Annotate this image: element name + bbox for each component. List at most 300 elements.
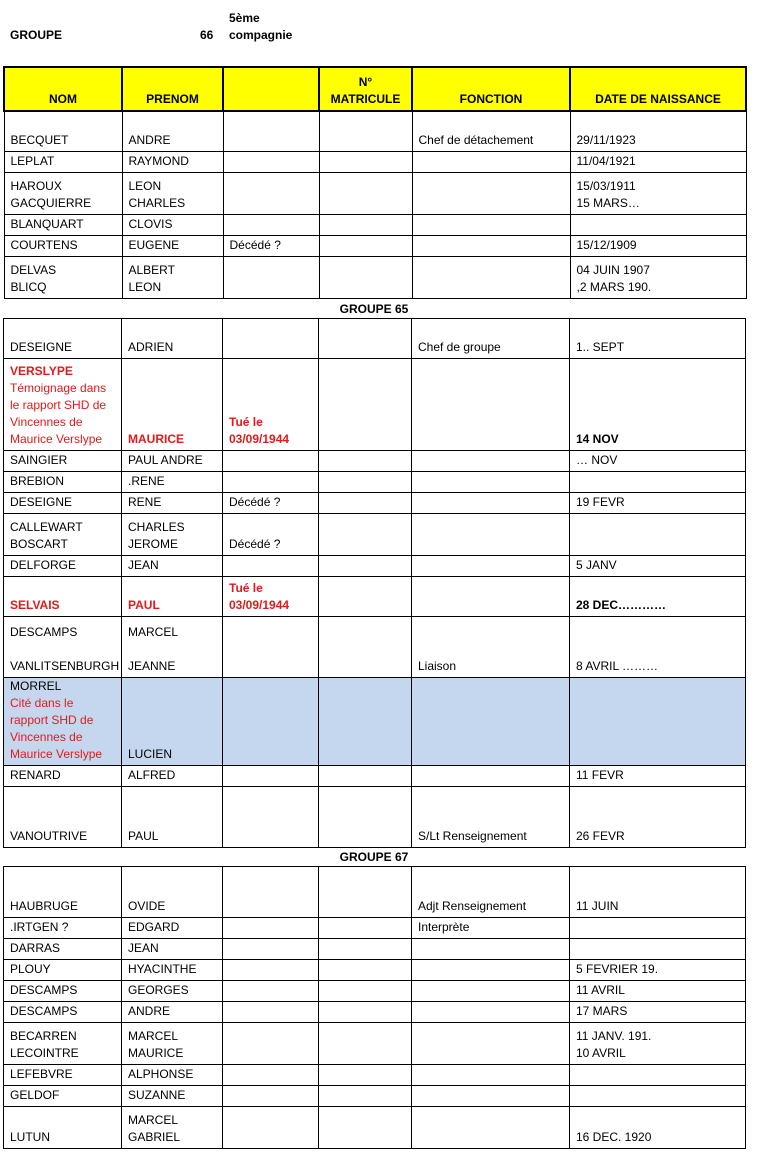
nom-line: GACQUIERRE bbox=[10, 195, 92, 210]
cell-date-line: 8 AVRIL ……… bbox=[576, 659, 659, 673]
cell-prenom bbox=[122, 939, 223, 960]
nom-line: SELVAIS bbox=[10, 598, 60, 612]
cell-prenom-line: RAYMOND bbox=[128, 153, 189, 168]
cell-prenom bbox=[122, 556, 223, 577]
cell-prenom-line: ALPHONSE bbox=[128, 1067, 194, 1081]
cell-date-line: ,2 MARS 190. bbox=[576, 279, 652, 294]
cell-date bbox=[570, 556, 746, 577]
cell-note bbox=[223, 151, 319, 172]
table-row bbox=[4, 256, 746, 298]
nom-line: LEFEBVRE bbox=[10, 1067, 73, 1081]
cell-fonction bbox=[412, 214, 570, 235]
nom-line: RENARD bbox=[10, 768, 61, 782]
nom-note-line: Cité dans le bbox=[10, 696, 74, 710]
table-row bbox=[4, 787, 746, 848]
cell-fonction bbox=[412, 359, 570, 451]
cell-prenom bbox=[122, 1086, 223, 1107]
table-row bbox=[4, 451, 746, 472]
cell-prenom bbox=[122, 359, 223, 451]
cell-prenom bbox=[122, 678, 223, 766]
cell-nom bbox=[4, 918, 122, 939]
nom-line: BECARREN bbox=[10, 1029, 77, 1043]
cell-fonction bbox=[412, 981, 570, 1002]
cell-fonction: S/Lt Renseignement bbox=[412, 787, 570, 848]
cell-prenom-line bbox=[128, 641, 216, 658]
nom-line: DELVAS bbox=[10, 262, 57, 277]
cell-date-line: 14 NOV bbox=[576, 432, 619, 446]
cell-fonction: Adjt Renseignement bbox=[412, 867, 570, 918]
cell-matricule bbox=[319, 235, 412, 256]
nom-line: BLICQ bbox=[10, 279, 47, 294]
cell-date bbox=[570, 472, 746, 493]
cell-nom bbox=[4, 1086, 122, 1107]
cell-fonction bbox=[412, 1086, 570, 1107]
cell-fonction bbox=[412, 1107, 570, 1149]
col-header-date: DATE DE NAISSANCE bbox=[570, 67, 746, 111]
cell-prenom bbox=[122, 1065, 223, 1086]
cell-note-line: 03/09/1944 bbox=[229, 432, 290, 446]
cell-note bbox=[223, 111, 319, 151]
cell-prenom-line: ALFRED bbox=[128, 768, 176, 782]
cell-note bbox=[223, 472, 319, 493]
cell-note bbox=[223, 256, 319, 298]
cell-nom bbox=[4, 678, 122, 766]
nom-line: DESCAMPS bbox=[10, 1004, 78, 1018]
cell-date-line: 11/04/1921 bbox=[576, 153, 636, 168]
cell-date bbox=[570, 918, 746, 939]
cell-note bbox=[223, 451, 319, 472]
nom-line: DARRAS bbox=[10, 941, 61, 955]
table-row bbox=[4, 867, 746, 918]
cell-matricule bbox=[319, 256, 412, 298]
cell-prenom bbox=[122, 472, 223, 493]
cell-note bbox=[223, 787, 319, 848]
cell-prenom-line: EUGENE bbox=[128, 237, 180, 252]
cell-matricule bbox=[319, 918, 412, 939]
cell-fonction bbox=[412, 493, 570, 514]
cell-matricule bbox=[319, 493, 412, 514]
cell-fonction bbox=[412, 1023, 570, 1065]
cell-prenom-line: MAURICE bbox=[128, 432, 184, 446]
table-row bbox=[4, 172, 746, 214]
table-row bbox=[4, 472, 746, 493]
table-row bbox=[4, 319, 746, 359]
cell-date bbox=[570, 151, 746, 172]
cell-prenom-line: EDGARD bbox=[128, 920, 180, 934]
nom-line: BECQUET bbox=[10, 132, 69, 147]
cell-prenom-line: MARCEL bbox=[128, 1113, 179, 1127]
cell-date-line: 11 JANV. 191. bbox=[576, 1029, 652, 1043]
cell-prenom bbox=[122, 787, 223, 848]
cell-nom bbox=[4, 319, 122, 359]
groupe-label: GROUPE bbox=[10, 28, 63, 42]
table-row bbox=[4, 918, 746, 939]
cell-note bbox=[223, 617, 319, 678]
cell-date bbox=[570, 256, 746, 298]
cell-note bbox=[223, 1107, 319, 1149]
cell-prenom bbox=[122, 319, 223, 359]
groupe-67-table bbox=[3, 866, 746, 1149]
groupe-number: 66 bbox=[200, 28, 214, 42]
cell-matricule bbox=[319, 514, 412, 556]
col-header-prenom: PRENOM bbox=[122, 67, 223, 111]
cell-fonction: Liaison bbox=[412, 617, 570, 678]
cell-date-line: 1.. SEPT bbox=[576, 340, 625, 354]
cell-nom bbox=[4, 617, 122, 678]
cell-prenom-line: LEON bbox=[128, 178, 162, 193]
cell-date bbox=[570, 1086, 746, 1107]
cell-date bbox=[570, 867, 746, 918]
cell-prenom bbox=[122, 111, 223, 151]
cell-prenom-line: SUZANNE bbox=[128, 1088, 186, 1102]
cell-prenom-line: HYACINTHE bbox=[128, 962, 197, 976]
cell-fonction bbox=[412, 472, 570, 493]
nom-line: VANLITSENBURGH bbox=[10, 659, 120, 673]
cell-date bbox=[570, 960, 746, 981]
cell-date bbox=[570, 172, 746, 214]
cell-note bbox=[223, 1065, 319, 1086]
nom-line: SAINGIER bbox=[10, 453, 68, 467]
nom-line: CALLEWART bbox=[10, 520, 83, 534]
cell-date-line: 19 FEVR bbox=[576, 495, 625, 509]
cell-prenom-line: JEAN bbox=[128, 941, 159, 955]
cell-date bbox=[570, 493, 746, 514]
cell-note bbox=[223, 556, 319, 577]
cell-fonction bbox=[412, 556, 570, 577]
nom-line: GELDOF bbox=[10, 1088, 60, 1102]
cell-fonction bbox=[412, 514, 570, 556]
cell-note bbox=[223, 1086, 319, 1107]
cell-prenom bbox=[122, 617, 223, 678]
nom-line: PLOUY bbox=[10, 962, 51, 976]
cell-date bbox=[570, 214, 746, 235]
cell-date bbox=[570, 359, 746, 451]
cell-date-line: 10 AVRIL bbox=[576, 1046, 626, 1060]
cell-date-line: … NOV bbox=[576, 453, 618, 467]
cell-nom bbox=[4, 556, 122, 577]
nom-note-line: Maurice Verslype bbox=[10, 432, 103, 446]
cell-nom bbox=[4, 214, 122, 235]
cell-fonction bbox=[412, 577, 570, 617]
table-row bbox=[4, 1065, 746, 1086]
cell-prenom-line: CHARLES bbox=[128, 195, 186, 210]
cell-prenom-line: ANDRE bbox=[128, 132, 171, 147]
cell-nom bbox=[4, 766, 122, 787]
cell-date bbox=[570, 111, 746, 151]
nom-line: DELFORGE bbox=[10, 558, 77, 572]
cell-prenom-line: .RENE bbox=[128, 474, 165, 488]
cell-fonction bbox=[412, 960, 570, 981]
cell-fonction bbox=[412, 766, 570, 787]
nom-note-line: Vincennes de bbox=[10, 730, 83, 744]
nom-line: VANOUTRIVE bbox=[10, 829, 88, 843]
cell-matricule bbox=[319, 678, 412, 766]
cell-nom bbox=[4, 787, 122, 848]
cell-prenom bbox=[122, 918, 223, 939]
cell-prenom-line: CLOVIS bbox=[128, 216, 173, 231]
cell-matricule bbox=[319, 766, 412, 787]
cell-matricule bbox=[319, 939, 412, 960]
cell-matricule bbox=[319, 214, 412, 235]
cell-prenom bbox=[122, 960, 223, 981]
nom-line: LEPLAT bbox=[10, 153, 55, 168]
nom-line: DESCAMPS bbox=[10, 625, 78, 639]
cell-date-line: 11 FEVR bbox=[576, 768, 624, 782]
cell-note-line: Tué le bbox=[229, 581, 263, 595]
table-row bbox=[4, 235, 746, 256]
cell-nom bbox=[4, 960, 122, 981]
cell-nom bbox=[4, 1065, 122, 1086]
cell-prenom-line: JEAN bbox=[128, 558, 159, 572]
cell-note bbox=[223, 867, 319, 918]
cell-nom bbox=[4, 577, 122, 617]
table-row bbox=[4, 556, 746, 577]
col-header-nom: NOM bbox=[4, 67, 122, 111]
cell-nom bbox=[4, 151, 122, 172]
cell-prenom bbox=[122, 981, 223, 1002]
cell-note bbox=[223, 960, 319, 981]
cell-date bbox=[570, 617, 746, 678]
cell-date bbox=[570, 319, 746, 359]
nom-note-line: Témoignage dans bbox=[10, 381, 107, 395]
cell-matricule bbox=[319, 151, 412, 172]
cell-fonction bbox=[412, 451, 570, 472]
cell-prenom bbox=[122, 514, 223, 556]
nom-line: DESEIGNE bbox=[10, 340, 73, 354]
cell-note bbox=[223, 577, 319, 617]
compagnie-line1: 5ème bbox=[229, 11, 260, 25]
cell-note bbox=[223, 514, 319, 556]
cell-date-line: 26 FEVR bbox=[576, 829, 625, 843]
cell-fonction bbox=[412, 1065, 570, 1086]
cell-date-line: 5 FEVRIER 19. bbox=[576, 962, 659, 976]
cell-matricule bbox=[319, 1023, 412, 1065]
table-row bbox=[4, 678, 746, 766]
nom-line: BREBION bbox=[10, 474, 65, 488]
cell-nom bbox=[4, 1107, 122, 1149]
nom-note-line: Maurice Verslype bbox=[10, 747, 103, 761]
cell-prenom-line: PAUL bbox=[128, 598, 160, 612]
nom-note-line: rapport SHD de bbox=[10, 713, 94, 727]
table-row bbox=[4, 1002, 746, 1023]
cell-prenom-line: MARCEL bbox=[128, 625, 179, 639]
cell-prenom bbox=[122, 1107, 223, 1149]
cell-date bbox=[570, 939, 746, 960]
compagnie-line2: compagnie bbox=[229, 28, 293, 42]
cell-fonction bbox=[412, 1002, 570, 1023]
cell-date bbox=[570, 766, 746, 787]
nom-line: LUTUN bbox=[10, 1130, 51, 1144]
cell-prenom bbox=[122, 214, 223, 235]
cell-note bbox=[223, 766, 319, 787]
cell-note-line: Décédé ? bbox=[229, 495, 281, 509]
cell-matricule bbox=[319, 981, 412, 1002]
cell-note-line: Décédé ? bbox=[229, 537, 281, 551]
table-row bbox=[4, 1107, 746, 1149]
cell-matricule bbox=[319, 359, 412, 451]
cell-nom bbox=[4, 1023, 122, 1065]
cell-date-line: 11 JUIN bbox=[576, 899, 619, 913]
table-row bbox=[4, 617, 746, 678]
cell-fonction: Interprète bbox=[412, 918, 570, 939]
table-row bbox=[4, 939, 746, 960]
cell-prenom-line: ADRIEN bbox=[128, 340, 174, 354]
groupe-65-table bbox=[3, 318, 746, 848]
cell-prenom bbox=[122, 172, 223, 214]
cell-matricule bbox=[319, 472, 412, 493]
cell-date bbox=[570, 1065, 746, 1086]
cell-prenom-line: GABRIEL bbox=[128, 1130, 181, 1144]
table-row bbox=[4, 514, 746, 556]
nom-note-line: Vincennes de bbox=[10, 415, 83, 429]
nom-line: COURTENS bbox=[10, 237, 78, 252]
cell-note bbox=[223, 172, 319, 214]
cell-date bbox=[570, 451, 746, 472]
cell-note bbox=[223, 493, 319, 514]
cell-date bbox=[570, 981, 746, 1002]
cell-matricule bbox=[319, 172, 412, 214]
cell-fonction bbox=[412, 151, 570, 172]
table-row bbox=[4, 1086, 746, 1107]
cell-nom bbox=[4, 256, 122, 298]
cell-note-line: Décédé ? bbox=[229, 237, 281, 252]
groupe-65-title: GROUPE 65 bbox=[339, 302, 409, 316]
cell-prenom-line: CHARLES bbox=[128, 520, 185, 534]
cell-prenom-line: ANDRE bbox=[128, 1004, 171, 1018]
nom-line: DESEIGNE bbox=[10, 495, 73, 509]
nom-line: VERSLYPE bbox=[10, 364, 73, 378]
nom-line: BOSCART bbox=[10, 537, 68, 551]
cell-date-line: 17 MARS bbox=[576, 1004, 628, 1018]
cell-nom bbox=[4, 172, 122, 214]
cell-note bbox=[223, 1002, 319, 1023]
cell-prenom-line: JEROME bbox=[128, 537, 179, 551]
table-row bbox=[4, 493, 746, 514]
cell-note bbox=[223, 918, 319, 939]
cell-note-line: 03/09/1944 bbox=[229, 598, 290, 612]
cell-matricule bbox=[319, 1107, 412, 1149]
cell-fonction bbox=[412, 256, 570, 298]
cell-note bbox=[223, 214, 319, 235]
nom-note-line: le rapport SHD de bbox=[10, 398, 107, 412]
cell-date-line: 15/03/1911 bbox=[576, 178, 636, 193]
cell-prenom-line: LUCIEN bbox=[128, 747, 173, 761]
cell-matricule bbox=[319, 556, 412, 577]
cell-nom bbox=[4, 514, 122, 556]
cell-note-line: Tué le bbox=[229, 415, 263, 429]
cell-date-line: 15 MARS… bbox=[576, 195, 640, 210]
cell-prenom bbox=[122, 766, 223, 787]
cell-prenom-line: PAUL ANDRE bbox=[128, 453, 203, 467]
groupe-67-title: GROUPE 67 bbox=[339, 850, 409, 864]
cell-nom bbox=[4, 111, 122, 151]
cell-date-line: 28 DEC………… bbox=[576, 598, 667, 612]
col-header-fonction: FONCTION bbox=[412, 67, 570, 111]
table-row bbox=[4, 766, 746, 787]
cell-nom bbox=[4, 981, 122, 1002]
nom-line: .IRTGEN ? bbox=[10, 920, 69, 934]
cell-nom bbox=[4, 235, 122, 256]
cell-date bbox=[570, 577, 746, 617]
table-row bbox=[4, 1023, 746, 1065]
cell-date bbox=[570, 1023, 746, 1065]
cell-nom bbox=[4, 359, 122, 451]
col-header-matricule: N° MATRICULE bbox=[319, 67, 412, 111]
cell-date-line: 29/11/1923 bbox=[576, 132, 636, 147]
cell-prenom bbox=[122, 451, 223, 472]
cell-matricule bbox=[319, 1065, 412, 1086]
cell-date-line: 15/12/1909 bbox=[576, 237, 637, 252]
cell-fonction: Chef de détachement bbox=[412, 111, 570, 151]
cell-date bbox=[570, 1002, 746, 1023]
cell-prenom bbox=[122, 151, 223, 172]
cell-note bbox=[223, 939, 319, 960]
cell-note bbox=[223, 359, 319, 451]
cell-matricule bbox=[319, 1086, 412, 1107]
nom-line: BLANQUART bbox=[10, 216, 84, 231]
cell-prenom-line: RENE bbox=[128, 495, 162, 509]
cell-prenom-line: MARCEL bbox=[128, 1029, 179, 1043]
cell-fonction bbox=[412, 678, 570, 766]
cell-prenom-line: PAUL bbox=[128, 829, 159, 843]
cell-prenom-line: GEORGES bbox=[128, 983, 189, 997]
cell-note bbox=[223, 1023, 319, 1065]
cell-fonction bbox=[412, 235, 570, 256]
cell-matricule bbox=[319, 867, 412, 918]
cell-matricule bbox=[319, 1002, 412, 1023]
groupe-66-table bbox=[3, 66, 747, 299]
nom-line: HAUBRUGE bbox=[10, 899, 79, 913]
cell-prenom-line: MAURICE bbox=[128, 1046, 184, 1060]
cell-matricule bbox=[319, 319, 412, 359]
cell-prenom-line: OVIDE bbox=[128, 899, 166, 913]
cell-date bbox=[570, 787, 746, 848]
cell-date bbox=[570, 678, 746, 766]
cell-nom bbox=[4, 1002, 122, 1023]
cell-note bbox=[223, 319, 319, 359]
cell-prenom bbox=[122, 1023, 223, 1065]
cell-date-line: 5 JANV bbox=[576, 558, 617, 572]
cell-note bbox=[223, 678, 319, 766]
cell-matricule bbox=[319, 111, 412, 151]
cell-matricule bbox=[319, 451, 412, 472]
cell-matricule bbox=[319, 787, 412, 848]
cell-note-line bbox=[229, 519, 312, 536]
table-row bbox=[4, 981, 746, 1002]
cell-note bbox=[223, 981, 319, 1002]
cell-prenom bbox=[122, 1002, 223, 1023]
cell-prenom-line: LEON bbox=[128, 279, 162, 294]
table-row bbox=[4, 960, 746, 981]
cell-prenom-line: JEANNE bbox=[128, 659, 176, 673]
cell-nom bbox=[4, 451, 122, 472]
nom-line: HAROUX bbox=[10, 178, 62, 193]
table-row bbox=[4, 111, 746, 151]
nom-line: MORREL bbox=[10, 679, 62, 693]
cell-date-line: 11 AVRIL bbox=[576, 983, 625, 997]
cell-prenom bbox=[122, 867, 223, 918]
table-row bbox=[4, 151, 746, 172]
cell-note bbox=[223, 235, 319, 256]
cell-date bbox=[570, 514, 746, 556]
cell-fonction bbox=[412, 939, 570, 960]
cell-fonction bbox=[412, 172, 570, 214]
nom-line: DESCAMPS bbox=[10, 983, 78, 997]
cell-prenom bbox=[122, 493, 223, 514]
cell-date-line: 16 DEC. 1920 bbox=[576, 1130, 652, 1144]
table-header-row bbox=[4, 67, 746, 111]
cell-prenom bbox=[122, 256, 223, 298]
